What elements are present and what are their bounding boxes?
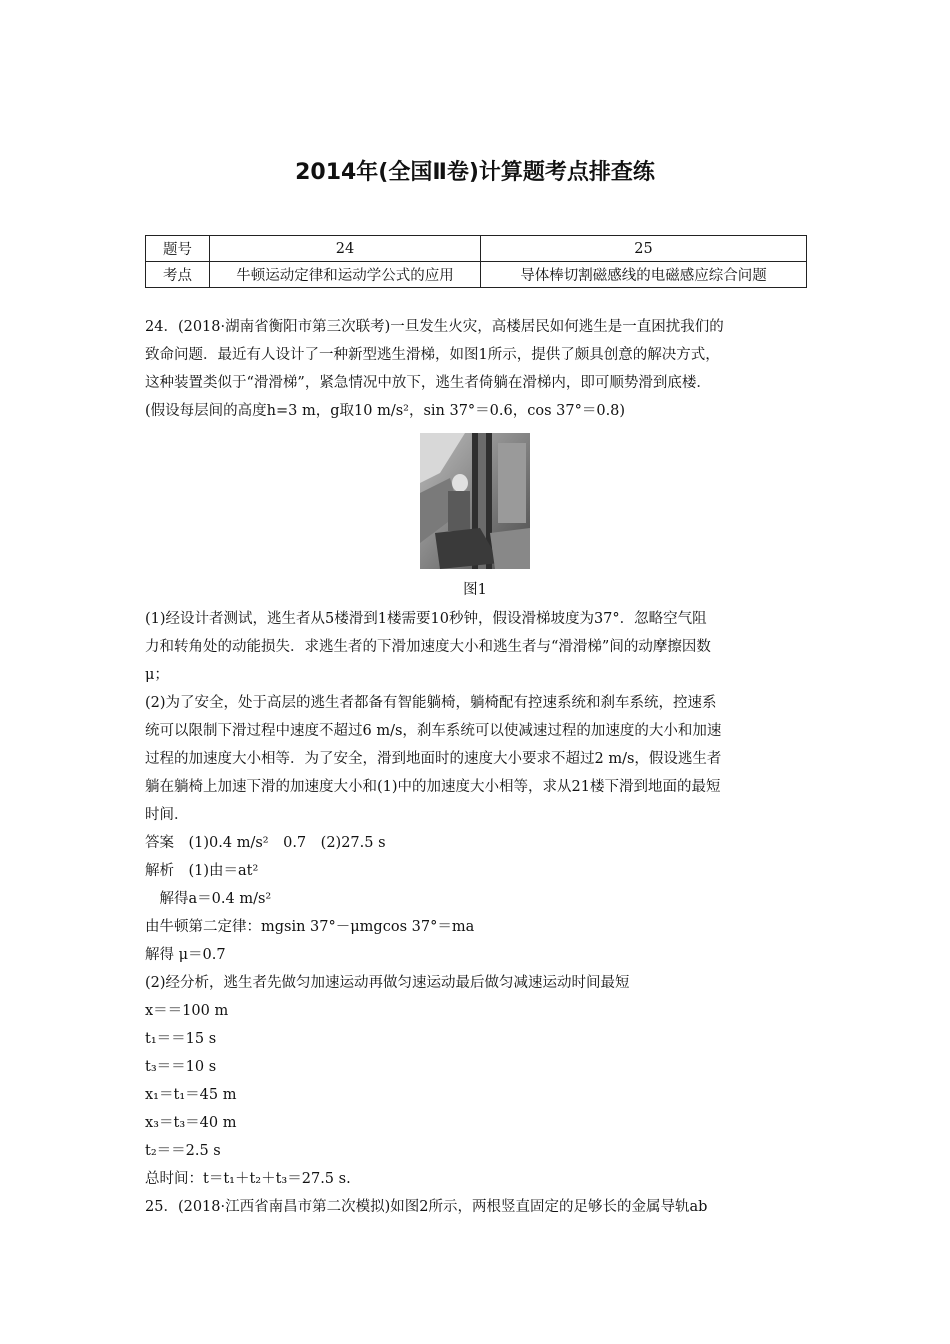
text-line: t₂＝＝2.5 s [145, 1143, 221, 1159]
text-line: (2)为了安全，处于高层的逃生者都备有智能躺椅，躺椅配有控速系统和刹车系统，控速系 [145, 695, 717, 711]
topics-table [145, 235, 807, 288]
problem-24-statement [145, 313, 817, 425]
text-line: (假设每层间的高度h=3 m，g取10 m/s²，sin 37°＝0.6，cos 37°＝0.8) [145, 403, 626, 419]
text-line: 解得 μ＝0.7 [145, 947, 226, 963]
text-line: (1)经设计者测试，逃生者从5楼滑到1楼需要10秒钟，假设滑梯坡度为37°．忽略空气阻 [145, 611, 707, 627]
solution [145, 857, 817, 1193]
cell-problem-24-number: 24 [210, 236, 481, 262]
row-header-topic: 考点 [146, 262, 210, 288]
text-line: (2)经分析，逃生者先做匀加速运动再做匀速运动最后做匀减速运动时间最短 [145, 975, 630, 991]
text-line: 时间． [145, 807, 189, 823]
text-line: 解析 (1)由＝at² [145, 863, 259, 879]
text-line: 25．(2018·江西省南昌市第二次模拟)如图2所示，两根竖直固定的足够长的金属导轨ab [145, 1199, 708, 1215]
text-line: 致命问题．最近有人设计了一种新型逃生滑梯，如图1所示，提供了颇具创意的解决方式， [145, 347, 720, 363]
text-line: 力和转角处的动能损失．求逃生者的下滑加速度大小和逃生者与“滑滑梯”间的动摩擦因数 [145, 639, 711, 655]
question-1 [145, 605, 817, 689]
text-line: 统可以限制下滑过程中速度不超过6 m/s，刹车系统可以使减速过程的加速度的大小和加速 [145, 723, 722, 739]
text-line: 解得a＝0.4 m/s² [145, 891, 272, 907]
text-line: 过程的加速度大小相等．为了安全，滑到地面时的速度大小要求不超过2 m/s，假设逃生者 [145, 751, 722, 767]
row-header-number: 题号 [146, 236, 210, 262]
text-line: 这种装置类似于“滑滑梯”，紧急情况中放下，逃生者倚躺在滑梯内，即可顺势滑到底楼． [145, 375, 711, 391]
cell-problem-25-number: 25 [481, 236, 807, 262]
text-line: x₃＝t₃＝40 m [145, 1115, 237, 1131]
text-line: μ； [145, 667, 169, 683]
figure-caption: 图1 [463, 582, 487, 598]
text-line: 由牛顿第二定律：mgsin 37°－μmgcos 37°＝ma [145, 919, 475, 935]
text-line: t₃＝＝10 s [145, 1059, 217, 1075]
text-line: 总时间：t＝t₁＋t₂＋t₃＝27.5 s. [145, 1171, 351, 1187]
problem-25-statement [145, 1193, 817, 1221]
text-line: 躺在躺椅上加速下滑的加速度大小和(1)中的加速度大小相等，求从21楼下滑到地面的最短 [145, 779, 721, 795]
table-row [146, 262, 807, 288]
page-title: 2014年(全国Ⅱ卷)计算题考点排查练 [295, 160, 655, 185]
text-line: t₁＝＝15 s [145, 1031, 217, 1047]
answer [145, 829, 817, 857]
text-line: 24．(2018·湖南省衡阳市第三次联考)一旦发生火灾，高楼居民如何逃生是一直困扰我们的 [145, 319, 724, 335]
cell-problem-24-topic: 牛顿运动定律和运动学公式的应用 [210, 262, 481, 288]
cell-problem-25-topic: 导体棒切割磁感线的电磁感应综合问题 [481, 262, 807, 288]
escape-slide-photo [420, 433, 530, 569]
text-line: x＝＝100 m [145, 1003, 229, 1019]
table-row [146, 236, 807, 262]
answer-line: 答案 (1)0.4 m/s² 0.7 (2)27.5 s [145, 835, 386, 851]
question-2 [145, 689, 817, 829]
text-line: x₁＝t₁＝45 m [145, 1087, 237, 1103]
